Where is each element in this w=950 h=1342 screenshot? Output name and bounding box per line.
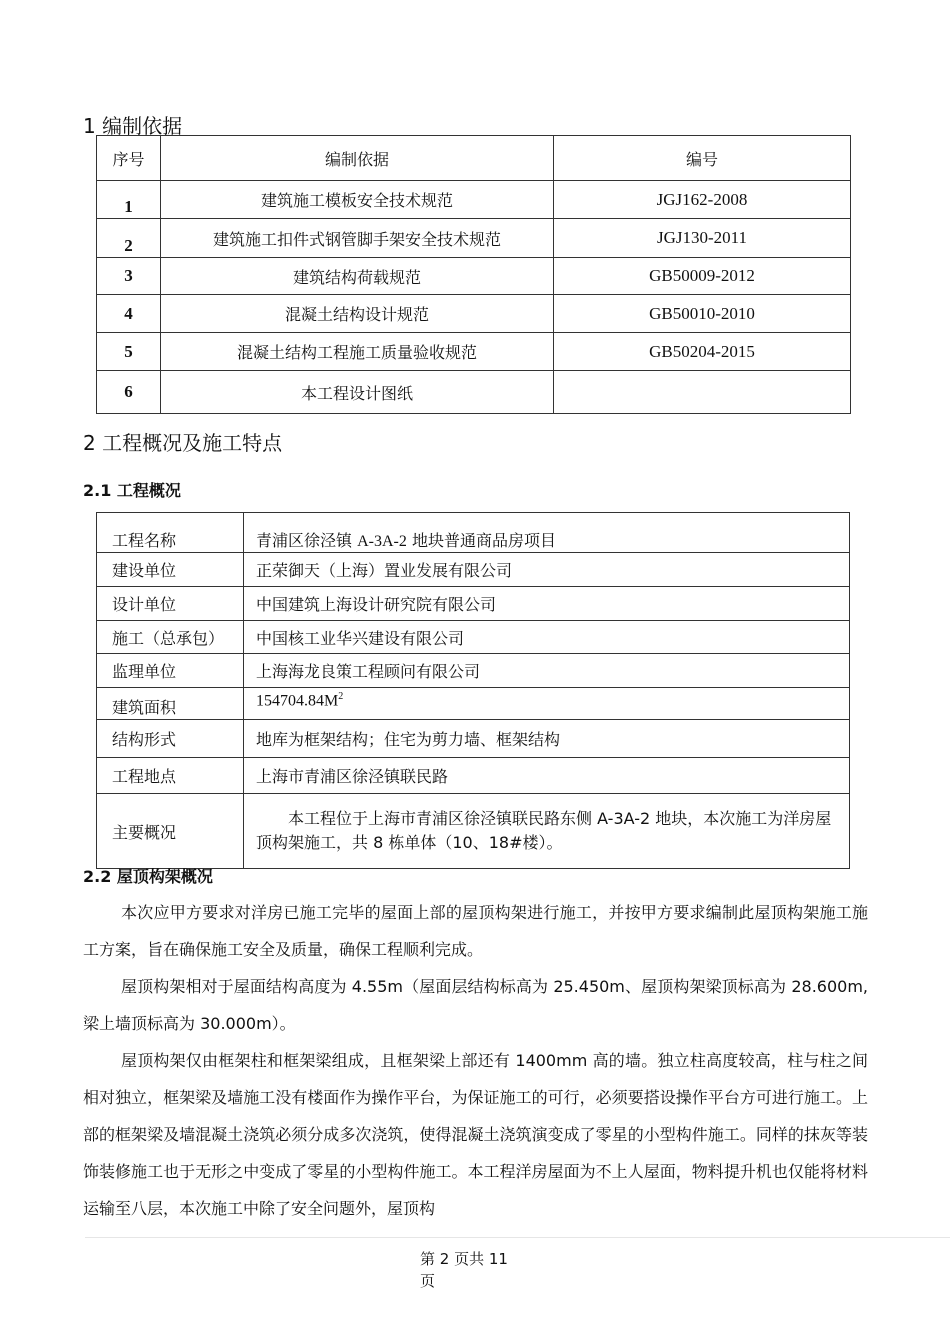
table-row	[97, 587, 850, 621]
table-row	[97, 621, 850, 654]
overview-label: 施工（总承包）	[97, 621, 244, 654]
overview-label: 建设单位	[97, 553, 244, 587]
overview-label: 工程地点	[97, 758, 244, 794]
basis-name: 混凝土结构设计规范	[161, 295, 554, 333]
overview-value: 上海海龙良策工程顾问有限公司	[244, 654, 850, 688]
project-name-prefix: 青浦区徐泾镇	[256, 531, 358, 550]
table-row	[97, 181, 851, 219]
overview-value: 地库为框架结构；住宅为剪力墙、框架结构	[244, 720, 850, 758]
basis-code: GB50009-2012	[554, 258, 851, 295]
subsection-2-2-title: 2.2 屋顶构架概况	[83, 867, 213, 886]
basis-name: 建筑结构荷载规范	[161, 258, 554, 295]
overview-label: 监理单位	[97, 654, 244, 688]
basis-name: 建筑施工模板安全技术规范	[161, 181, 554, 219]
row-number: 4	[97, 295, 161, 333]
column-header-basis: 编制依据	[161, 136, 554, 181]
row-number: 3	[97, 258, 161, 295]
overview-value	[244, 513, 850, 553]
paragraph: 本次应甲方要求对洋房已施工完毕的屋面上部的屋顶构架进行施工，并按甲方要求编制此屋顶构架施工施工方案，旨在确保施工安全及质量，确保工程顺利完成。	[83, 903, 868, 959]
table-row	[97, 333, 851, 371]
basis-code: GB50204-2015	[554, 333, 851, 371]
overview-value	[244, 688, 850, 720]
row-number: 6	[97, 371, 161, 414]
overview-value: 上海市青浦区徐泾镇联民路	[244, 758, 850, 794]
section-1-title: 1 编制依据	[83, 114, 183, 138]
overview-value: 正荣御天（上海）置业发展有限公司	[244, 553, 850, 587]
overview-label: 主要概况	[97, 794, 244, 869]
table-row	[97, 758, 850, 794]
basis-name: 建筑施工扣件式钢管脚手架安全技术规范	[161, 219, 554, 258]
basis-table	[96, 135, 851, 414]
overview-value: 本工程位于上海市青浦区徐泾镇联民路东侧 A-3A-2 地块，本次施工为洋房屋顶构架施工，共 8 栋单体（10、18#楼）。	[244, 794, 850, 869]
table-row	[97, 794, 850, 869]
building-area-value: 154704.84M	[256, 692, 339, 710]
table-row	[97, 513, 850, 553]
project-name-suffix: 地块普通商品房项目	[406, 531, 556, 550]
overview-label: 结构形式	[97, 720, 244, 758]
paragraph: 屋顶构架仅由框架柱和框架梁组成，且框架梁上部还有 1400mm 高的墙。独立柱高度较高，柱与柱之间相对独立，框架梁及墙施工没有楼面作为操作平台，为保证施工的可行，必须要搭设操作平台方可进行施工。上部的框架梁及墙混凝土浇筑必须分成多次浇筑，使得混凝土浇筑演变成了零星的小型构件施工。同样的抹灰等装饰装修施工也于无形之中变成了零星的小型构件施工。本工程洋房屋面为不上人屋面，物料提升机也仅能将材料运输至八层，本次施工中除了安全问题外，屋顶构	[83, 1051, 868, 1218]
table-row	[97, 258, 851, 295]
overview-label: 建筑面积	[97, 688, 244, 720]
overview-table	[96, 512, 850, 869]
row-number: 1	[97, 181, 161, 219]
table-row	[97, 371, 851, 414]
overview-value: 中国核工业华兴建设有限公司	[244, 621, 850, 654]
subsection-2-1-title: 2.1 工程概况	[83, 481, 181, 500]
column-header-code: 编号	[554, 136, 851, 181]
plot-code: A-3A-2	[357, 533, 407, 550]
page-number: 第 2 页共 11 页	[420, 1250, 508, 1290]
area-unit-superscript: 2	[338, 691, 344, 702]
table-row	[97, 654, 850, 688]
row-number: 2	[97, 219, 161, 258]
paragraph: 屋顶构架相对于屋面结构高度为 4.55m（屋面层结构标高为 25.450m、屋顶构架梁顶标高为 28.600m,梁上墙顶标高为 30.000m）。	[83, 977, 868, 1033]
basis-code: JGJ162-2008	[554, 181, 851, 219]
overview-value: 中国建筑上海设计研究院有限公司	[244, 587, 850, 621]
overview-label: 设计单位	[97, 587, 244, 621]
section-2-title: 2 工程概况及施工特点	[83, 431, 283, 455]
column-header-seq: 序号	[97, 136, 161, 181]
table-row	[97, 295, 851, 333]
overview-label: 工程名称	[97, 513, 244, 553]
basis-name: 本工程设计图纸	[161, 371, 554, 414]
row-number: 5	[97, 333, 161, 371]
table-row	[97, 688, 850, 720]
basis-code	[554, 371, 851, 414]
basis-code: JGJ130-2011	[554, 219, 851, 258]
footer-divider	[85, 1237, 950, 1238]
table-header-row	[97, 136, 851, 181]
table-row	[97, 553, 850, 587]
basis-name: 混凝土结构工程施工质量验收规范	[161, 333, 554, 371]
table-row	[97, 219, 851, 258]
table-row	[97, 720, 850, 758]
basis-code: GB50010-2010	[554, 295, 851, 333]
